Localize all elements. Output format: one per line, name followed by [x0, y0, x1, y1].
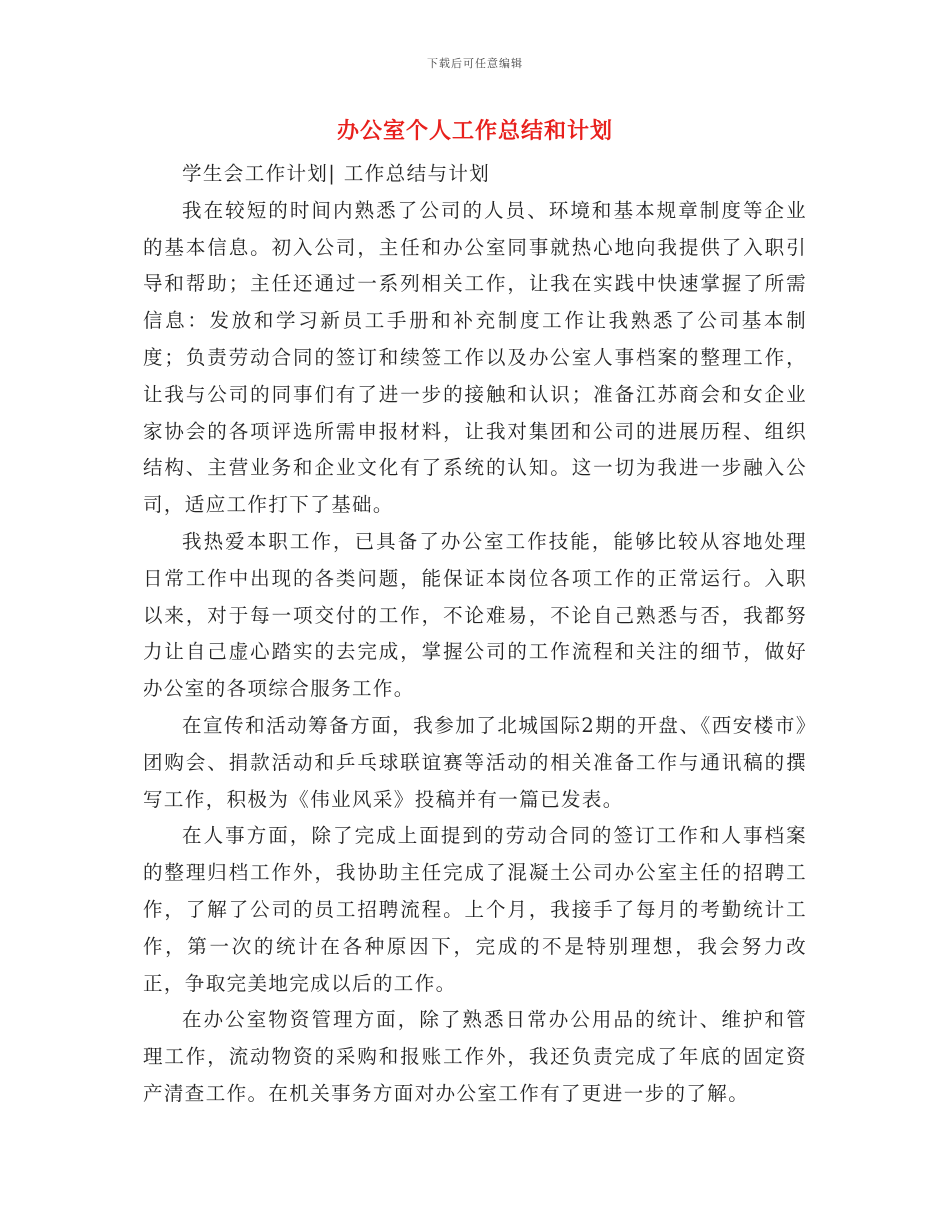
document-subtitle: 学生会工作计划| 工作总结与计划 [182, 162, 491, 185]
paragraph: 在宣传和活动筹备方面，我参加了北城国际2期的开盘、《西安楼市》团购会、捐款活动和乒乓球联谊赛等活动的相关准备工作与通讯稿的撰写工作，积极为《伟业风采》投稿并有一篇已发表。 [143, 713, 807, 811]
paragraph: 我在较短的时间内熟悉了公司的人员、环境和基本规章制度等企业的基本信息。初入公司，主任和办公室同事就热心地向我提供了入职引导和帮助；主任还通过一系列相关工作，让我在实践中快速掌握了所需信息：发放和学习新员工手册和补充制度工作让我熟悉了公司基本制度；负责劳动合同的签订和续签工作以及办公室人事档案的整理工作，让我与公司的同事们有了进一步的接触和认识；准备江苏商会和女企业家协会的各项评选所需申报材料，让我对集团和公司的进展历程、组织结构、主营业务和企业文化有了系统的认知。这一切为我进一步融入公司，适应工作打下了基础。 [143, 198, 807, 517]
paragraph: 在办公室物资管理方面，除了熟悉日常办公用品的统计、维护和管理工作，流动物资的采购和报账工作外，我还负责完成了年底的固定资产清查工作。在机关事务方面对办公室工作有了更进一步的了解。 [143, 1008, 807, 1105]
document-title: 办公室个人工作总结和计划 [336, 118, 613, 144]
paragraph: 在人事方面，除了完成上面提到的劳动合同的签订工作和人事档案的整理归档工作外，我协助主任完成了混凝土公司办公室主任的招聘工作，了解了公司的员工招聘流程。上个月，我接手了每月的考勤统计工作，第一次的统计在各种原因下，完成的不是特别理想，我会努力改正，争取完美地完成以后的工作。 [143, 824, 807, 995]
document-body [143, 156, 807, 1113]
paragraph: 我热爱本职工作，已具备了办公室工作技能，能够比较从容地处理日常工作中出现的各类问题，能保证本岗位各项工作的正常运行。入职以来，对于每一项交付的工作，不论难易，不论自己熟悉与否，我都努力让自己虚心踏实的去完成，掌握公司的工作流程和关注的细节，做好办公室的各项综合服务工作。 [143, 529, 807, 701]
header-note: 下载后可任意编辑 [427, 57, 523, 70]
